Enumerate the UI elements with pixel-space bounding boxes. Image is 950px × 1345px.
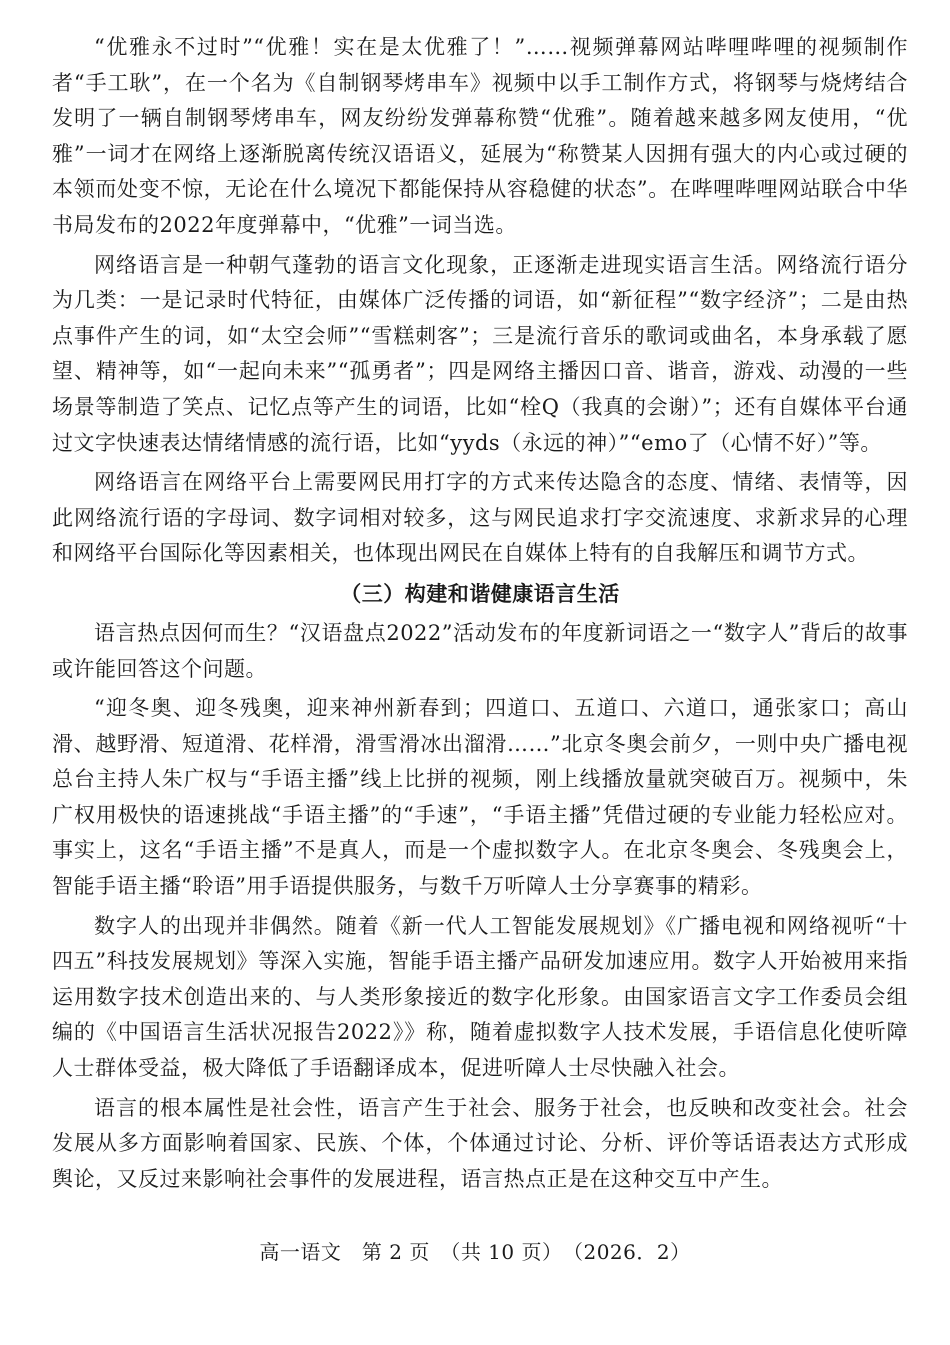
- document-body: [52, 30, 908, 1201]
- paragraph-network-language-types: 网络语言是一种朝气蓬勃的语言文化现象，正逐渐走进现实语言生活。网络流行语分为几类：一是记录时代特征，由媒体广泛传播的词语，如“新征程”“数字经济”；二是由热点事件产生的词，如“太空会师”“雪糕刺客”；三是流行音乐的歌词或曲名，本身承载了愿望、精神等，如“一起向未来”“孤勇者”；四是网络主播因口音、谐音，游戏、动漫的一些场景等制造了笑点、记忆点等产生的词语，比如“栓Q（我真的会谢）”；还有自媒体平台通过文字快速表达情绪情感的流行语，比如“yyds（永远的神）”“emo了（心情不好）”等。: [52, 252, 908, 455]
- paragraph-network-language-features: 网络语言在网络平台上需要网民用打字的方式来传达隐含的态度、情绪、表情等，因此网络流行语的字母词、数字词相对较多，这与网民追求打字交流速度、求新求异的心理和网络平台国际化等因素相关，也体现出网民在自媒体上特有的自我解压和调节方式。: [52, 470, 908, 566]
- section-heading: （三）构建和谐健康语言生活: [340, 581, 620, 606]
- paragraph-digital-human: 数字人的出现并非偶然。随着《新一代人工智能发展规划》《广播电视和网络视听“十四五”科技发展规划》等深入实施，智能手语主播产品研发加速应用。数字人开始被用来指运用数字技术创造出来的、与人类形象接近的数字化形象。由国家语言文字工作委员会组编的《中国语言生活状况报告2022》》称，随着虚拟数字人技术发展，手语信息化使听障人士群体受益，极大降低了手语翻译成本，促进听障人士尽快融入社会。: [52, 913, 908, 1081]
- paragraph-social-nature: 语言的根本属性是社会性，语言产生于社会、服务于社会，也反映和改变社会。社会发展从多方面影响着国家、民族、个体，个体通过讨论、分析、评价等话语表达方式形成舆论，又反过来影响社会事件的发展进程，语言热点正是在这种交互中产生。: [52, 1095, 908, 1191]
- paragraph-sign-language-anchor: “迎冬奥、迎冬残奥，迎来神州新春到；四道口、五道口、六道口，通张家口；高山滑、越野滑、短道滑、花样滑，滑雪滑冰出溜滑……”北京冬奥会前夕，一则中央广播电视总台主持人朱广权与“手语主播”线上比拼的视频，刚上线播放量就突破百万。视频中，朱广权用极快的语速挑战“手语主播”的“手速”，“手语主播”凭借过硬的专业能力轻松应对。事实上，这名“手语主播”不是真人，而是一个虚拟数字人。在北京冬奥会、冬残奥会上，智能手语主播“聆语”用手语提供服务，与数千万听障人士分享赛事的精彩。: [52, 696, 908, 899]
- paragraph-youya: “优雅永不过时”“优雅！实在是太优雅了！”……视频弹幕网站哔哩哔哩的视频制作者“手工耿”，在一个名为《自制钢琴烤串车》视频中以手工制作方式，将钢琴与烧烤结合发明了一辆自制钢琴烤串车，网友纷纷发弹幕称赞“优雅”。随着越来越多网友使用，“优雅”一词才在网络上逐渐脱离传统汉语语义，延展为“称赞某人因拥有强大的内心或过硬的本领而处变不惊，无论在什么境况下都能保持从容稳健的状态”。在哔哩哔哩网站联合中华书局发布的2022年度弹幕中，“优雅”一词当选。: [52, 35, 908, 237]
- page-footer: 高一语文 第 2 页 （共 10 页） （2026．2）: [259, 1240, 691, 1264]
- paragraph-hotspot-question: 语言热点因何而生？“汉语盘点2022”活动发布的年度新词语之一“数字人”背后的故事或许能回答这个问题。: [52, 620, 908, 681]
